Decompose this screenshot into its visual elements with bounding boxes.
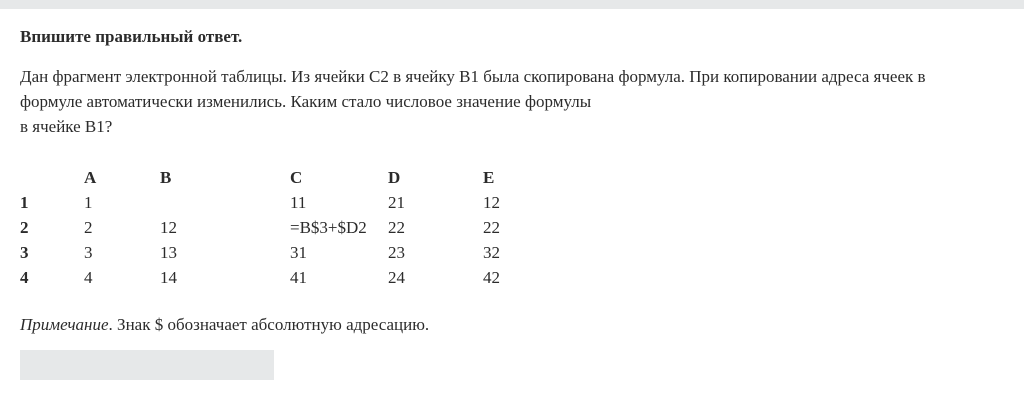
answer-input[interactable] <box>20 350 274 380</box>
cell-b2: 12 <box>160 218 177 237</box>
column-header-row <box>20 165 543 190</box>
cell-a1: 1 <box>84 193 93 212</box>
cell-d2: 22 <box>388 218 405 237</box>
task-content <box>20 26 1002 380</box>
cell-c3: 31 <box>290 243 307 262</box>
cell-b1 <box>160 190 290 215</box>
note-body: . Знак $ обозначает абсолютную адресацию. <box>108 315 430 334</box>
note-label: Примечание <box>20 315 109 334</box>
top-bar <box>0 0 1024 9</box>
cell-d4: 24 <box>388 268 405 287</box>
corner-cell <box>20 165 84 190</box>
column-header-b: B <box>160 168 172 187</box>
column-header-e: E <box>483 168 495 187</box>
question-line: в ячейке B1? <box>20 117 113 136</box>
cell-a3: 3 <box>84 243 93 262</box>
row-header: 3 <box>20 243 29 262</box>
cell-a4: 4 <box>84 268 93 287</box>
spreadsheet-fragment <box>20 165 543 290</box>
table-row <box>20 190 543 215</box>
note-text <box>20 312 1002 337</box>
question-line: Дан фрагмент электронной таблицы. Из ячейки C2 в ячейку B1 была скопирована формула. При копировании адреса ячеек в <box>20 67 926 86</box>
table-row <box>20 215 543 240</box>
cell-b4: 14 <box>160 268 177 287</box>
instruction-text: Впишите правильный ответ. <box>20 27 243 46</box>
cell-e4: 42 <box>483 268 500 287</box>
cell-a2: 2 <box>84 218 93 237</box>
cell-e2: 22 <box>483 218 500 237</box>
row-header: 1 <box>20 193 29 212</box>
row-header: 2 <box>20 218 29 237</box>
cell-b3: 13 <box>160 243 177 262</box>
table-row <box>20 240 543 265</box>
column-header-a: A <box>84 168 97 187</box>
row-header: 4 <box>20 268 29 287</box>
cell-d3: 23 <box>388 243 405 262</box>
cell-c2: =B$3+$D2 <box>290 218 367 237</box>
cell-e1: 12 <box>483 193 500 212</box>
table-row <box>20 265 543 290</box>
cell-e3: 32 <box>483 243 500 262</box>
column-header-c: C <box>290 168 303 187</box>
cell-c1: 11 <box>290 193 307 212</box>
column-header-d: D <box>388 168 401 187</box>
cell-c4: 41 <box>290 268 307 287</box>
cell-d1: 21 <box>388 193 405 212</box>
question-text <box>20 64 1002 139</box>
question-line: формуле автоматически изменились. Каким стало числовое значение формулы <box>20 92 592 111</box>
